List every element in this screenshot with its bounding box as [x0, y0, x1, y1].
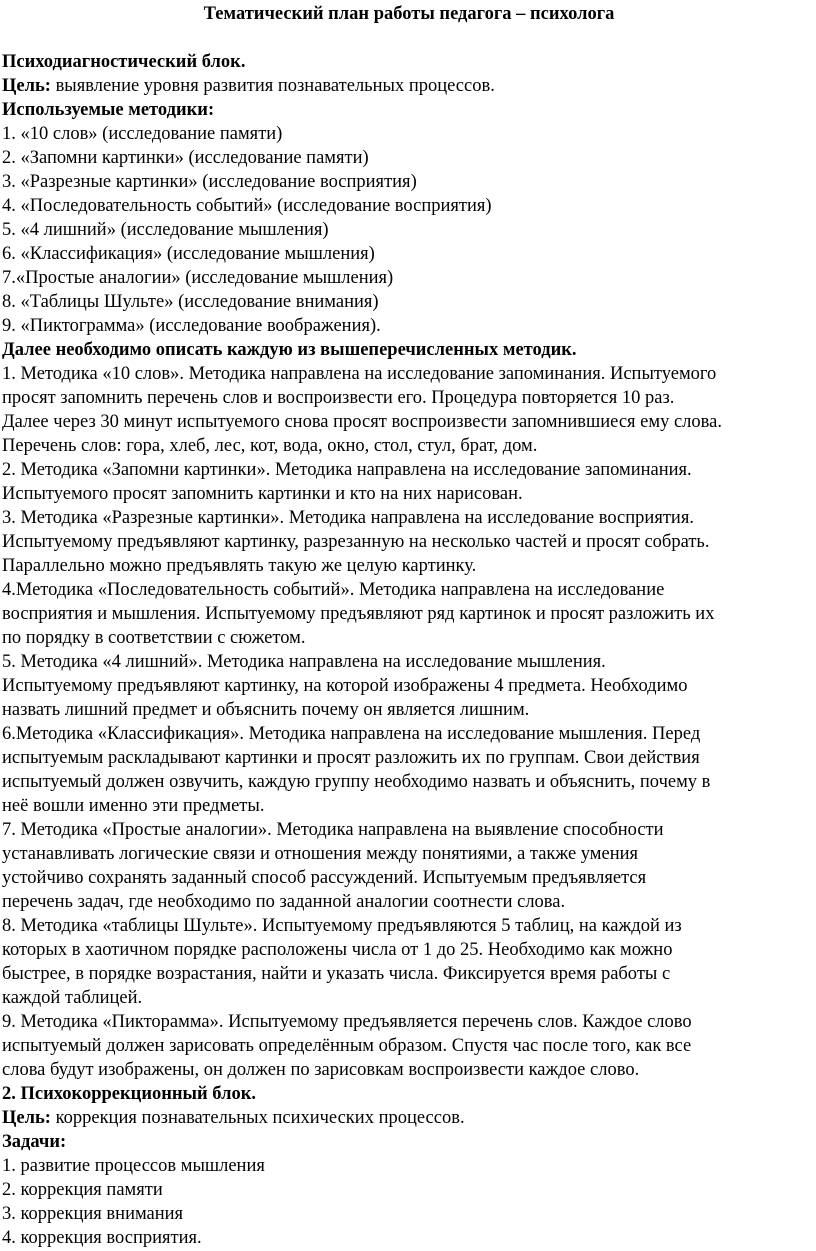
- goal-label: Цель:: [2, 1108, 51, 1128]
- method-item: 1. «10 слов» (исследование памяти): [2, 124, 283, 144]
- description-line: просят запомнить перечень слов и воспроизвести его. Процедура повторяется 10 раз.: [2, 388, 675, 408]
- method-item: 3. «Разрезные картинки» (исследование восприятия): [2, 172, 417, 192]
- spacer: [2, 26, 816, 50]
- description-line: Перечень слов: гора, хлеб, лес, кот, вода, окно, стол, стул, брат, дом.: [2, 436, 538, 456]
- description-line: 7. Методика «Простые аналогии». Методика направлена на выявление способности: [2, 820, 664, 840]
- description-line: 1. Методика «10 слов». Методика направлена на исследование запоминания. Испытуемого: [2, 364, 717, 384]
- task-item: 4. коррекция восприятия.: [2, 1228, 202, 1248]
- description-line: 9. Методика «Пикторамма». Испытуемому предъявляется перечень слов. Каждое слово: [2, 1012, 692, 1032]
- description-line: 8. Методика «таблицы Шульте». Испытуемому предъявляются 5 таблиц, на каждой из: [2, 916, 682, 936]
- task-item: 2. коррекция памяти: [2, 1180, 163, 1200]
- description-line: испытуемый должен зарисовать определённым образом. Спустя час после того, как все: [2, 1036, 692, 1056]
- description-line: Испытуемому предъявляют картинку, на которой изображены 4 предмета. Необходимо: [2, 676, 688, 696]
- block1-heading: Психодиагностический блок.: [2, 52, 246, 72]
- description-line: испытуемый должен озвучить, каждую группу необходимо назвать и объяснить, почему в: [2, 772, 711, 792]
- description-line: Испытуемому предъявляют картинку, разрезанную на несколько частей и просят собрать.: [2, 532, 710, 552]
- tasks-heading: Задачи:: [2, 1132, 67, 1152]
- task-item: 3. коррекция внимания: [2, 1204, 184, 1224]
- methods-heading: Используемые методики:: [2, 100, 215, 120]
- description-line: Далее через 30 минут испытуемого снова просят воспроизвести запомнившиеся ему слова.: [2, 412, 722, 432]
- description-line: по порядку в соответствии с сюжетом.: [2, 628, 306, 648]
- description-line: Испытуемого просят запомнить картинки и кто на них нарисован.: [2, 484, 523, 504]
- description-line: перечень задач, где необходимо по заданной аналогии соотнести слова.: [2, 892, 566, 912]
- describe-heading: Далее необходимо описать каждую из вышеперечисленных методик.: [2, 340, 577, 360]
- description-line: устойчиво сохранять заданный способ рассуждений. Испытуемым предъявляется: [2, 868, 647, 888]
- description-line: быстрее, в порядке возрастания, найти и указать числа. Фиксируется время работы с: [2, 964, 671, 984]
- description-line: каждой таблицей.: [2, 988, 143, 1008]
- description-line: 4.Методика «Последовательность событий». Методика направлена на исследование: [2, 580, 665, 600]
- task-item: 1. развитие процессов мышления: [2, 1156, 265, 1176]
- goal-text: коррекция познавательных психических процессов.: [50, 1108, 465, 1128]
- method-item: 5. «4 лишний» (исследование мышления): [2, 220, 329, 240]
- description-line: Параллельно можно предъявлять такую же целую картинку.: [2, 556, 477, 576]
- description-line: слова будут изображены, он должен по зарисовкам воспроизвести каждое слово.: [2, 1060, 640, 1080]
- method-item: 4. «Последовательность событий» (исследование восприятия): [2, 196, 492, 216]
- block2-heading: 2. Психокоррекционный блок.: [2, 1084, 256, 1104]
- method-item: 7.«Простые аналогии» (исследование мышления): [2, 268, 394, 288]
- goal-label: Цель:: [2, 76, 51, 96]
- description-line: устанавливать логические связи и отношения между понятиями, а также умения: [2, 844, 639, 864]
- method-item: 6. «Классификация» (исследование мышления): [2, 244, 375, 264]
- description-line: восприятия и мышления. Испытуемому предъявляют ряд картинок и просят разложить их: [2, 604, 715, 624]
- description-line: 6.Методика «Классификация». Методика направлена на исследование мышления. Перед: [2, 724, 701, 744]
- method-item: 2. «Запомни картинки» (исследование памяти): [2, 148, 369, 168]
- description-line: 2. Методика «Запомни картинки». Методика направлена на исследование запоминания.: [2, 460, 692, 480]
- method-item: 8. «Таблицы Шульте» (исследование внимания): [2, 292, 379, 312]
- document-title: Тематический план работы педагога – психолога: [203, 4, 615, 24]
- description-line: 3. Методика «Разрезные картинки». Методика направлена на исследование восприятия.: [2, 508, 694, 528]
- description-line: которых в хаотичном порядке расположены числа от 1 до 25. Необходимо как можно: [2, 940, 673, 960]
- description-line: испытуемым раскладывают картинки и просят разложить их по группам. Свои действия: [2, 748, 700, 768]
- description-line: назвать лишний предмет и объяснить почему он является лишним.: [2, 700, 530, 720]
- block2-goal: [2, 1106, 816, 1130]
- block1-goal: [2, 74, 816, 98]
- goal-text: выявление уровня развития познавательных процессов.: [50, 76, 495, 96]
- description-line: неё вошли именно эти предметы.: [2, 796, 265, 816]
- method-item: 9. «Пиктограмма» (исследование воображения).: [2, 316, 381, 336]
- description-line: 5. Методика «4 лишний». Методика направлена на исследование мышления.: [2, 652, 606, 672]
